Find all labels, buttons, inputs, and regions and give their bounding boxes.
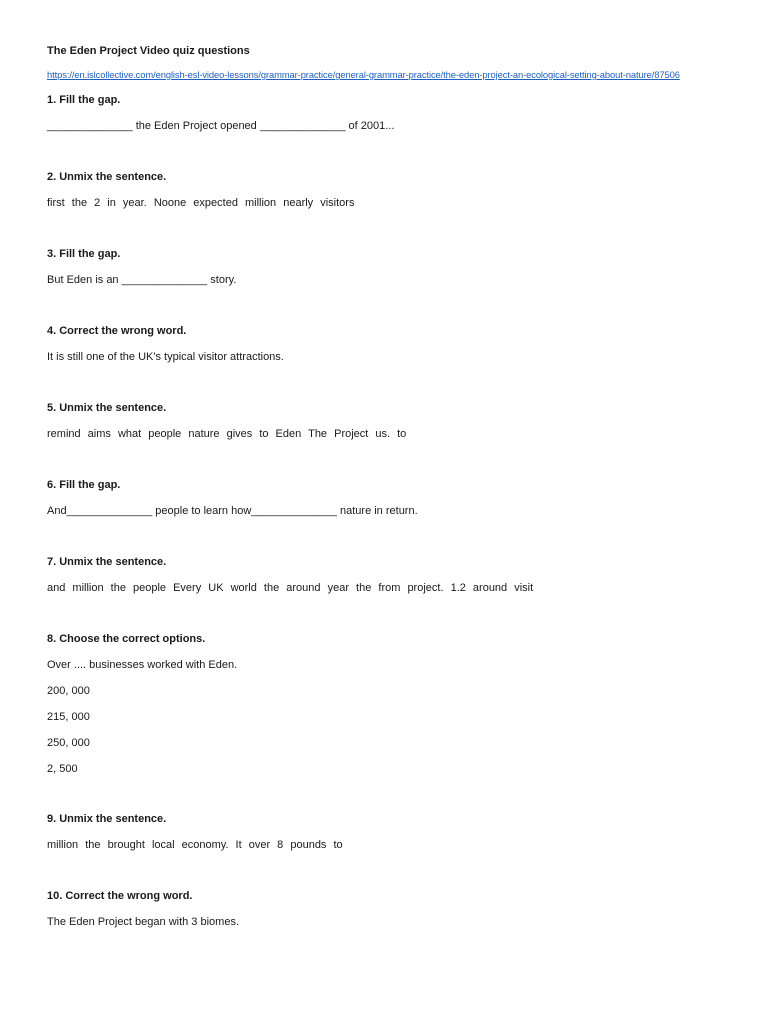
question-8-option-3: 250, 000 (47, 737, 90, 749)
question-4-heading: 4. Correct the wrong word. (47, 325, 187, 337)
question-3-text: But Eden is an ______________ story. (47, 274, 237, 286)
question-8-option-1: 200, 000 (47, 685, 90, 697)
source-link[interactable]: https://en.islcollective.com/english-esl-video-lessons/grammar-practice/general-grammar-practice/the-eden-project-an-ecological-setting-about-nature/87506 (47, 69, 680, 80)
question-5-heading: 5. Unmix the sentence. (47, 402, 167, 414)
question-2-heading: 2. Unmix the sentence. (47, 171, 167, 183)
question-6-text: And______________ people to learn how______________ nature in return. (47, 505, 418, 517)
question-8-option-2: 215, 000 (47, 711, 90, 723)
question-8-option-4: 2, 500 (47, 763, 78, 775)
question-8-heading: 8. Choose the correct options. (47, 633, 206, 645)
question-8-text: Over .... businesses worked with Eden. (47, 659, 238, 671)
question-5-text: remind aims what people nature gives to Eden The Project us. to (47, 428, 407, 440)
question-6-heading: 6. Fill the gap. (47, 479, 121, 491)
question-9-text: million the brought local economy. It over 8 pounds to (47, 839, 343, 851)
question-9-heading: 9. Unmix the sentence. (47, 813, 167, 825)
question-1-text: ______________ the Eden Project opened ______________ of 2001... (47, 120, 395, 132)
page-title: The Eden Project Video quiz questions (47, 45, 250, 57)
question-10-text: The Eden Project began with 3 biomes. (47, 916, 240, 928)
question-2-text: first the 2 in year. Noone expected million nearly visitors (47, 197, 355, 209)
question-4-text: It is still one of the UK's typical visitor attractions. (47, 351, 284, 363)
question-10-heading: 10. Correct the wrong word. (47, 890, 193, 902)
question-7-text: and million the people Every UK world the around year the from project. 1.2 around visit (47, 582, 534, 594)
question-7-heading: 7. Unmix the sentence. (47, 556, 167, 568)
question-1-heading: 1. Fill the gap. (47, 94, 121, 106)
question-3-heading: 3. Fill the gap. (47, 248, 121, 260)
